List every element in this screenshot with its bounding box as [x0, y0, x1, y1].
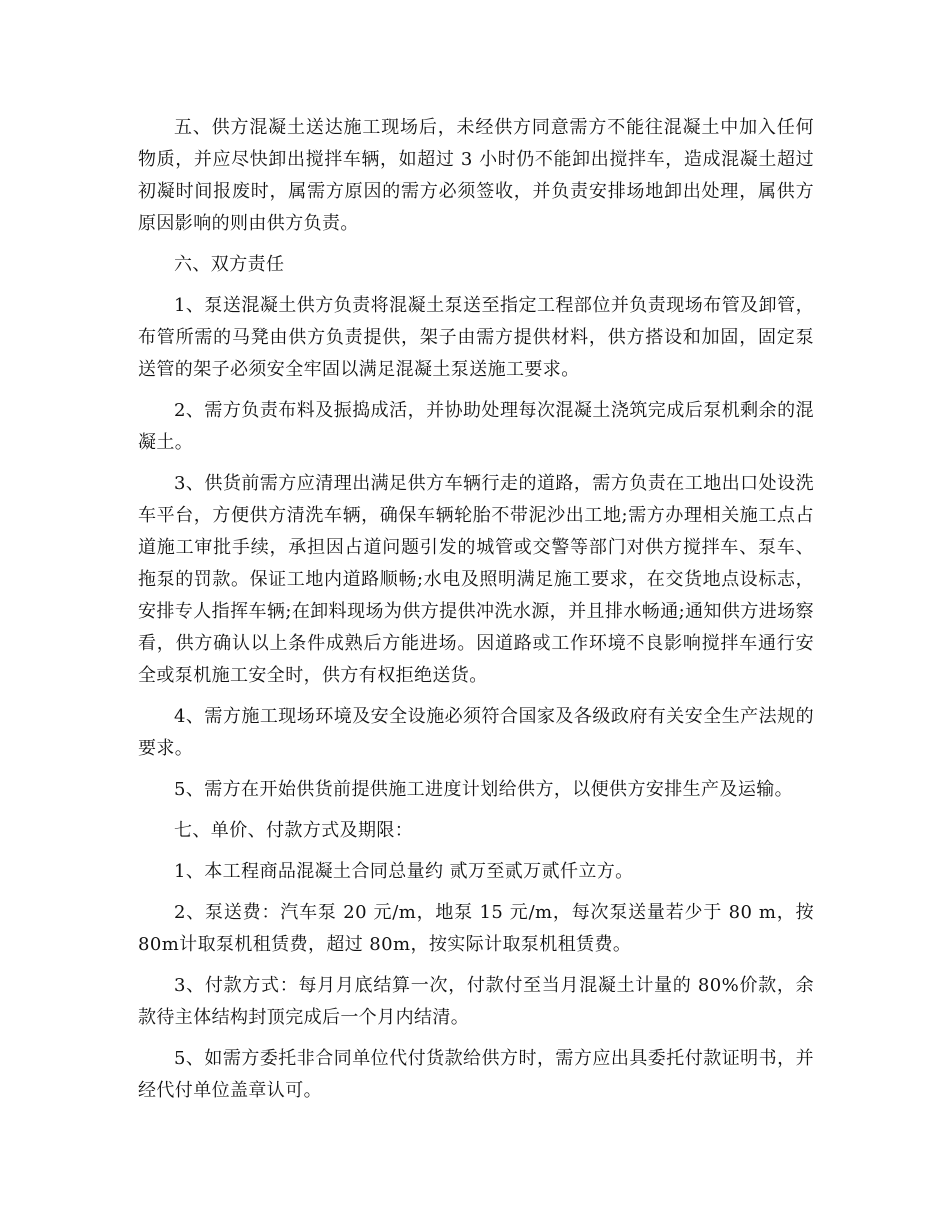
paragraph-pumping-responsibility: 1、泵送混凝土供方负责将混凝土泵送至指定工程部位并负责现场布管及卸管，布管所需的马凳由供方负责提供，架子由需方提供材料，供方搭设和加固，固定泵送管的架子必须安全牢固以满足混凝土泵送施工要求。 — [138, 295, 814, 380]
paragraph-payment-method: 3、付款方式：每月月底结算一次，付款付至当月混凝土计量的 80%价款，余款待主体结构封顶完成后一个月内结清。 — [138, 975, 814, 1028]
paragraph-construction-schedule: 5、需方在开始供货前提供施工进度计划给供方，以便供方安排生产及运输。 — [174, 779, 794, 800]
document-page — [138, 112, 814, 1116]
section-heading-responsibilities: 六、双方责任 — [174, 254, 285, 275]
paragraph-pumping-fees: 2、泵送费：汽车泵 20 元/m，地泵 15 元/m，每次泵送量若少于 80 m，按 80m计取泵机租赁费，超过 80m，按实际计取泵机租赁费。 — [138, 902, 814, 955]
paragraph-total-quantity: 1、本工程商品混凝土合同总量约 贰万至贰万贰仟立方。 — [174, 861, 634, 882]
section-heading-price-payment: 七、单价、付款方式及期限： — [174, 820, 414, 841]
paragraph-site-preparation: 3、供货前需方应清理出满足供方车辆行走的道路，需方负责在工地出口处设洗车平台，方便供方清洗车辆，确保车辆轮胎不带泥沙出工地;需方办理相关施工点占道施工审批手续，承担因占道问题引发的城管或交警等部门对供方搅拌车、泵车、拖泵的罚款。保证工地内道路顺畅;水电及照明满足施工要求，在交货地点设标志，安排专人指挥车辆;在卸料现场为供方提供冲洗水源，并且排水畅通;通知供方进场察看，供方确认以上条件成熟后方能进场。因道路或工作环境不良影响搅拌车通行安全或泵机施工安全时，供方有权拒绝送货。 — [138, 473, 814, 686]
paragraph-delivery-handling: 五、供方混凝土送达施工现场后，未经供方同意需方不能往混凝土中加入任何物质，并应尽快卸出搅拌车辆，如超过 3 小时仍不能卸出搅拌车，造成混凝土超过初凝时间报废时，属需方原因的需方必须签收，并负责安排场地卸出处理，属供方原因影响的则由供方负责。 — [138, 117, 814, 234]
paragraph-safety-compliance: 4、需方施工现场环境及安全设施必须符合国家及各级政府有关安全生产法规的要求。 — [138, 706, 814, 759]
paragraph-placement-vibration: 2、需方负责布料及振捣成活，并协助处理每次混凝土浇筑完成后泵机剩余的混凝土。 — [138, 400, 814, 453]
paragraph-third-party-payment: 5、如需方委托非合同单位代付货款给供方时，需方应出具委托付款证明书，并经代付单位盖章认可。 — [138, 1048, 814, 1101]
